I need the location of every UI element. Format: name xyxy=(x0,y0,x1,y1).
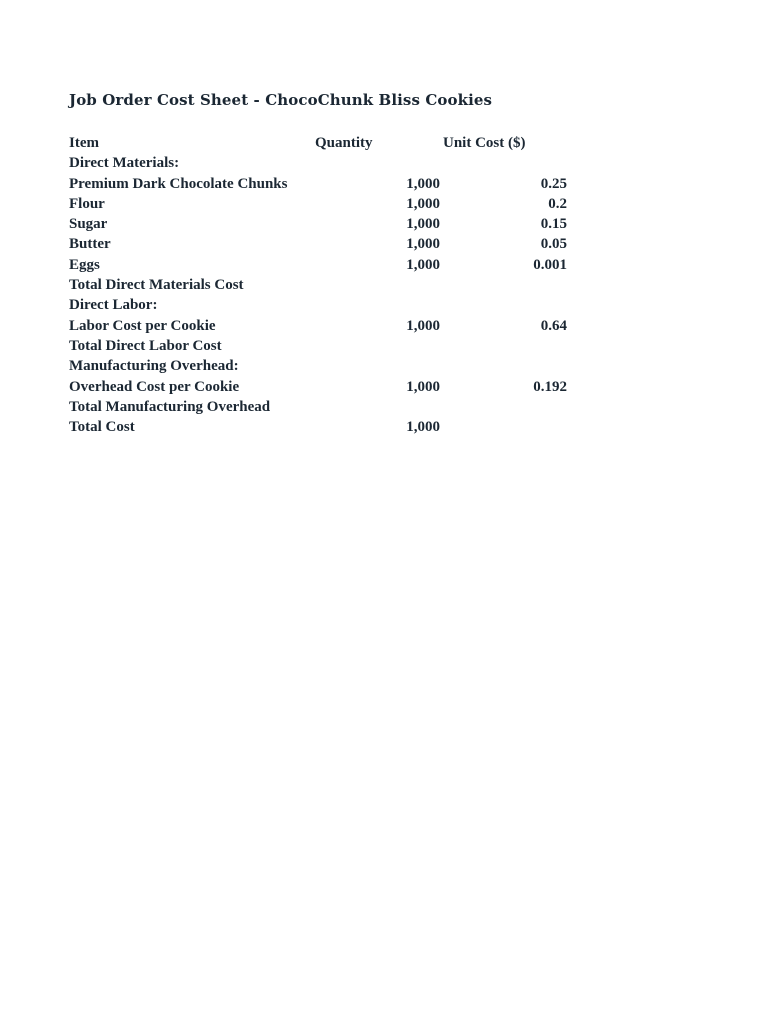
row-unit-cost: 0.25 xyxy=(540,175,567,192)
row-quantity: 1,000 xyxy=(406,195,440,212)
row-item: Direct Materials: xyxy=(69,155,180,172)
table-row xyxy=(69,397,589,417)
table-row xyxy=(69,377,589,397)
header-item: Item xyxy=(69,135,99,151)
row-quantity: 1,000 xyxy=(406,378,440,395)
row-item: Butter xyxy=(69,236,111,253)
table-row xyxy=(69,275,589,295)
header-quantity: Quantity xyxy=(315,135,373,151)
table-row xyxy=(69,194,589,214)
row-item: Premium Dark Chocolate Chunks xyxy=(69,175,288,192)
row-quantity: 1,000 xyxy=(406,175,440,192)
table-row xyxy=(69,234,589,254)
row-quantity: 1,000 xyxy=(406,236,440,253)
table-row xyxy=(69,174,589,194)
cost-table xyxy=(69,133,589,437)
table-row xyxy=(69,356,589,376)
header-unit-cost: Unit Cost ($) xyxy=(443,135,526,151)
table-row xyxy=(69,417,589,437)
row-item: Eggs xyxy=(69,256,100,273)
table-row xyxy=(69,255,589,275)
table-row xyxy=(69,214,589,234)
row-unit-cost: 0.001 xyxy=(533,256,567,273)
row-item: Manufacturing Overhead: xyxy=(69,358,239,375)
row-quantity: 1,000 xyxy=(406,256,440,273)
row-quantity: 1,000 xyxy=(406,317,440,334)
row-item: Direct Labor: xyxy=(69,297,158,314)
row-item: Flour xyxy=(69,195,105,212)
row-unit-cost: 0.15 xyxy=(540,216,567,233)
table-row xyxy=(69,295,589,315)
row-quantity: 1,000 xyxy=(406,216,440,233)
row-item: Total Manufacturing Overhead xyxy=(69,398,271,415)
table-row xyxy=(69,316,589,336)
row-unit-cost: 0.2 xyxy=(548,195,567,212)
row-unit-cost: 0.192 xyxy=(533,378,567,395)
row-unit-cost: 0.64 xyxy=(540,317,567,334)
header-row xyxy=(69,133,589,153)
table-row xyxy=(69,336,589,356)
row-item: Total Cost xyxy=(69,419,135,436)
row-item: Labor Cost per Cookie xyxy=(69,317,216,334)
row-unit-cost: 0.05 xyxy=(540,236,567,253)
row-item: Sugar xyxy=(69,216,108,233)
row-item: Total Direct Materials Cost xyxy=(69,277,244,294)
row-item: Total Direct Labor Cost xyxy=(69,337,222,354)
row-quantity: 1,000 xyxy=(406,419,440,436)
table-row xyxy=(69,153,589,173)
sheet-title: Job Order Cost Sheet - ChocoChunk Bliss Cookies xyxy=(69,91,493,109)
row-item: Overhead Cost per Cookie xyxy=(69,378,240,395)
